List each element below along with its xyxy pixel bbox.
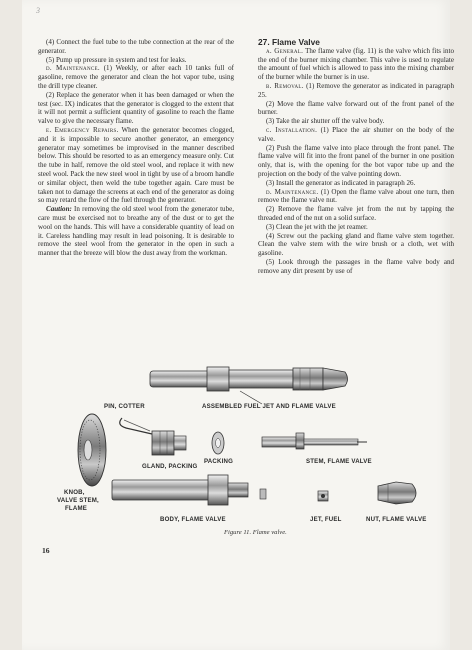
knob-gear-drawing	[78, 414, 106, 486]
knob-label-2: VALVE STEM,	[57, 497, 99, 504]
knob-label-1: KNOB,	[64, 489, 85, 496]
figure-caption: Figure 11. Flame valve.	[224, 529, 287, 536]
gland-packing-drawing	[152, 431, 186, 455]
nut-drawing	[378, 482, 416, 504]
caution-label: Caution:	[46, 205, 72, 214]
cotter-pin-drawing	[120, 418, 152, 434]
paragraph: (3) Clean the jet with the jet reamer.	[266, 222, 368, 231]
paragraph: e. Emergency Repairs. When the generator becomes clogged, and it is impossible to secure another generator, an emergency generator may sometimes be improvised in the manner described below. This should be resorted to as an emergency measure only. Cut the tube in half, remove the old steel wool, and replace it with new steel wool. Pack the new steel wool in tight by use of a broom handle or similar object, then weld the tube together again. Care must be taken not to damage the screens at each end of the generator as doing so may retard the flow of the fuel through the generator.	[38, 125, 234, 205]
packing-drawing	[212, 432, 224, 454]
subsection-label: b. Removal.	[266, 81, 304, 90]
assembled-label: ASSEMBLED FUEL JET AND FLAME VALVE	[202, 403, 336, 410]
paragraph: (5) Pump up pressure in system and test for leaks.	[46, 55, 187, 64]
jet-drawing	[318, 491, 328, 501]
paragraph: (3) Take the air shutter off the valve body.	[266, 117, 385, 126]
paragraph: a. General. The flame valve (fig. 11) is the valve which fits into the end of the burner mixing chamber. This valve is used to regulate the amount of fuel which is allowed to pass into the mixing chamber of the burner while the burner is in use.	[258, 46, 454, 82]
paragraph: (5) Look through the passages in the flame valve body and remove any dirt present by use of	[258, 257, 454, 275]
paragraph: d. Maintenance. (1) Weekly, or after each 10 tanks full of gasoline, remove the generator and clean the hot vapor tube, using the drill type cleaner.	[38, 64, 234, 90]
paragraph: (2) Move the flame valve forward out of the front panel of the burner.	[258, 99, 454, 117]
paragraph: (3) Install the generator as indicated in paragraph 26.	[266, 178, 416, 187]
subsection-label: d. Maintenance.	[266, 187, 319, 196]
caution-paragraph: Caution: In removing the old steel wool from the generator tube, care must be exercised not to breathe any of the dust or to get the wool on the hands. This will have a considerable quantity of lead on it. Careless handling may result in lead poisoning. It is desirable to remove the steel wool from the generator in the open in such a manner that the breeze will blow the dust away from the workman.	[38, 205, 234, 258]
paragraph: d. Maintenance. (1) Open the flame valve about one turn, then remove the flame valve nut.	[258, 187, 454, 205]
nut-label: NUT, FLAME VALVE	[366, 516, 427, 523]
paragraph: (2) Push the flame valve into place through the front panel. The flame valve will fit into the front panel of the burner in one position only, that is, with the opening for the bot vapor tube up and the projection on the body of the valve pointing down.	[258, 143, 454, 178]
paragraph: (4) Screw out the packing gland and flame valve stem together. Clean the valve stem with the wire brush or a cloth, wet with gasoline.	[258, 231, 454, 258]
packing-label: PACKING	[204, 458, 234, 465]
assembled-valve-drawing	[150, 367, 348, 404]
paragraph: (2) Remove the flame valve jet from the nut by tapping the threaded end of the nut on a solid surface.	[258, 205, 454, 222]
paragraph: (4) Connect the fuel tube to the tube connection at the rear of the generator.	[38, 38, 234, 55]
subsection-label: e. Emergency Repairs.	[46, 125, 119, 134]
gland-packing-label: GLAND, PACKING	[142, 463, 198, 470]
subsection-label: c. Installation.	[266, 125, 318, 134]
knob-label-3: FLAME	[65, 505, 87, 512]
section-title: 27. Flame Valve	[258, 37, 320, 47]
stem-label: STEM, FLAME VALVE	[306, 458, 372, 465]
page-number: 16	[42, 546, 50, 555]
margin-mark: 3	[36, 6, 40, 15]
pin-cotter-label: PIN, COTTER	[104, 403, 145, 410]
paragraph: c. Installation. (1) Place the air shutter on the body of the valve.	[258, 125, 454, 143]
stem-drawing	[262, 433, 367, 449]
paragraph: b. Removal. (1) Remove the generator as indicated in paragraph 25.	[258, 81, 454, 99]
body-drawing	[112, 475, 266, 505]
subsection-label: a. General.	[266, 46, 304, 55]
subsection-label: d. Maintenance.	[46, 64, 100, 73]
paragraph: (2) Replace the generator when it has been damaged or when the test (sec. IX) indicates that the generator is clogged to the extent that it will not permit a sufficient quantity of gasoline to reach the flame valve to give the necessary flame.	[38, 90, 234, 126]
body-label: BODY, FLAME VALVE	[160, 516, 226, 523]
jet-label: JET, FUEL	[310, 516, 342, 523]
